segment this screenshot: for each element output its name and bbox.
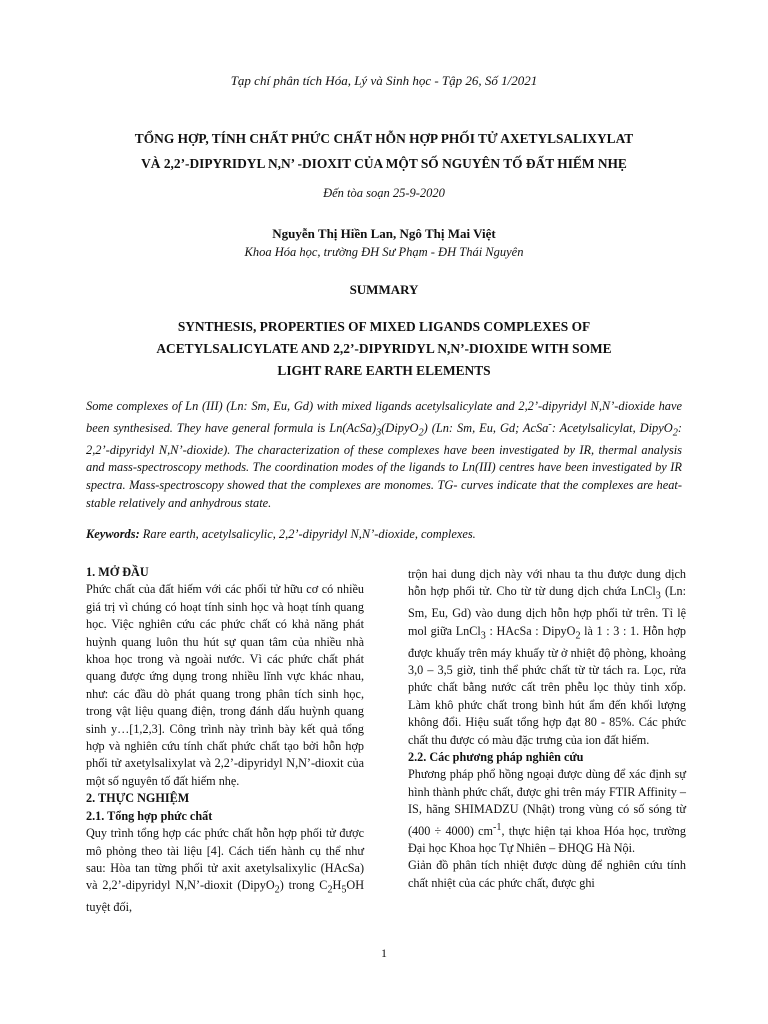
subsection-heading-methods: 2.2. Các phương pháp nghiên cứu	[408, 749, 584, 764]
synthesis-text: Quy trình tổng hợp các phức chất hỗn hợp phối tử được mô phỏng theo tài liệu [4]. Cách tiến hành cụ thể như sau: Hòa tan từng phối tử axit axetylsalixylic (HAcSa) và 2,2’-dipyridyl N,N’-dioxit (DipyO	[86, 826, 364, 893]
keywords-label: Keywords:	[86, 527, 140, 541]
abstract-subscript: 3	[376, 427, 382, 439]
methods-ir-text: Phương pháp phổ hồng ngoại được dùng để xác định sự hình thành phức chất, được ghi trên máy FTIR Affinity – IS, hãng SHIMADZU (Nhật) trong vùng có số sóng từ (400 ÷ 4000) cm	[408, 767, 686, 838]
synthesis-continued-text: (Ln: Sm, Eu, Gd) vào dung dịch hỗn hợp phối tử trên. Tỉ lệ mol giữa LnCl	[408, 584, 687, 638]
synthesis-continued-subscript: 3	[480, 630, 486, 642]
synthesis-continued-text: : HAcSa : DipyO	[485, 623, 576, 638]
abstract-subscript: 2	[418, 427, 424, 439]
article-title-line-2: VÀ 2,2’-DIPYRIDYL N,N’ -DIOXIT CỦA MỘT SỐ NGUYÊN TỐ ĐẤT HIẾM NHẸ	[141, 156, 627, 171]
subsection-heading-synthesis: 2.1. Tổng hợp phức chất	[86, 808, 213, 823]
methods-ir-superscript: -1	[493, 821, 502, 833]
methods-ir-paragraph	[408, 766, 686, 857]
synthesis-continued-text: là 1 : 3 : 1. Hỗn hợp được khuấy trên máy khuấy từ ở nhiệt độ phòng, khoảng 3,0 – 3,5 giờ, tinh thể phức chất từ từ tách ra. Lọc, rửa phức chất bằng nước cất trên phễu lọc thủy tinh xốp. Làm khô phức chất trong bình hút ẩm đến khối lượng không đổi. Hiệu suất tổng hợp đạt 80 - 85%. Các phức chất thu được có màu đặc trưng của ion đất hiếm.	[408, 623, 686, 747]
synthesis-text: OH tuyệt đối,	[86, 878, 365, 915]
synthesis-text: ) trong C	[279, 878, 328, 893]
synthesis-continued-subscript: 3	[655, 590, 661, 602]
english-title-line-2: ACETYLSALICYLATE AND 2,2’-DIPYRIDYL N,N’-DIOXIDE WITH SOME	[156, 341, 612, 356]
english-title-line-3: LIGHT RARE EARTH ELEMENTS	[277, 363, 491, 378]
abstract	[86, 398, 682, 512]
synthesis-paragraph	[86, 825, 364, 916]
keywords	[86, 526, 682, 544]
synthesis-subscript: 2	[327, 884, 333, 896]
page-number: 1	[381, 946, 387, 960]
authors: Nguyễn Thị Hiền Lan, Ngô Thị Mai Việt	[272, 226, 496, 241]
received-date: Đến tòa soạn 25-9-2020	[323, 186, 445, 200]
section-heading-experimental: 2. THỰC NGHIỆM	[86, 791, 190, 806]
synthesis-continued-paragraph	[408, 566, 686, 749]
abstract-text: Some complexes of Ln (III) (Ln: Sm, Eu, Gd) with mixed ligands acetylsalicylate and 2,2’-dipyridyl N,N’-dioxide have been synthesised. They have general formula is Ln(AcSa)	[86, 399, 682, 435]
summary-heading: SUMMARY	[349, 282, 419, 297]
methods-thermal-paragraph: Giản đồ phân tích nhiệt được dùng để nghiên cứu tính chất nhiệt của các phức chất, được ghi	[408, 858, 686, 890]
section-heading-intro: 1. MỞ ĐẦU	[86, 565, 149, 579]
abstract-superscript: -	[548, 418, 552, 430]
english-title	[80, 316, 688, 382]
synthesis-subscript: 2	[274, 884, 280, 896]
abstract-text: ) (Ln: Sm, Eu, Gd; AcSa	[423, 420, 549, 435]
journal-header: Tạp chí phân tích Hóa, Lý và Sinh học - Tập 26, Số 1/2021	[230, 73, 538, 88]
synthesis-continued-text: trộn hai dung dịch này với nhau ta thu được dung dịch hỗn hợp phối tử. Cho từ từ dung dịch chứa LnCl	[408, 567, 686, 599]
abstract-text: : Acetylsalicylat, DipyO	[551, 420, 673, 435]
abstract-text: : 2,2’-dipyridyl N,N’-dioxide). The characterization of these complexes have been investigated by IR, thermal analysis and mass-spectroscopy methods. The coordination modes of the ligands to Ln(III) centres have been investigated by IR spectra. Mass-spectroscopy showed that the complexes are monomes. TG- curves indicate that the complexes are heat-stable relatively and anhydrous state.	[86, 420, 682, 510]
intro-paragraph: Phức chất của đất hiếm với các phối tử hữu cơ có nhiều giá trị vì chúng có hoạt tính sinh học và hoạt tính quang học. Việc nghiên cứu các phức chất có khả năng phát huỳnh quang luôn thu hút sự quan tâm của nhiều nhà khoa học trong và ngoài nước. Vì các phức chất phát quang được ứng dụng trong nhiều lĩnh vực khác nhau, như: các đầu dò phát quang trong phân tích sinh học, trong vật liệu quang điện, trong đánh dấu huỳnh quang sinh y…[1,2,3]. Công trình này trình bày kết quả tổng hợp và nghiên cứu tính chất phức chất tạo bởi hỗn hợp phối tử axetylsalixylat và 2,2’-dipyridyl N,N’-dioxit của một số nguyên tố đất hiếm nhẹ.	[86, 582, 364, 788]
right-column	[408, 566, 686, 892]
synthesis-subscript: 5	[341, 884, 347, 896]
synthesis-continued-subscript: 2	[575, 630, 581, 642]
article-title	[60, 126, 708, 176]
english-title-line-1: SYNTHESIS, PROPERTIES OF MIXED LIGANDS COMPLEXES OF	[177, 319, 591, 334]
left-column	[86, 564, 364, 917]
abstract-text: (DipyO	[381, 420, 419, 435]
synthesis-text: H	[332, 878, 342, 893]
abstract-subscript: 2	[672, 427, 678, 439]
keywords-text: Rare earth, acetylsalicylic, 2,2’-dipyridyl N,N’-dioxide, complexes.	[139, 527, 476, 541]
article-title-line-1: TỔNG HỢP, TÍNH CHẤT PHỨC CHẤT HỖN HỢP PHỐI TỬ AXETYLSALIXYLAT	[134, 131, 634, 146]
methods-ir-text: , thực hiện tại khoa Hóa học, trường Đại học Khoa học Tự Nhiên – ĐHQG Hà Nội.	[408, 823, 686, 856]
affiliation: Khoa Hóa học, trường ĐH Sư Phạm - ĐH Thái Nguyên	[244, 245, 524, 259]
